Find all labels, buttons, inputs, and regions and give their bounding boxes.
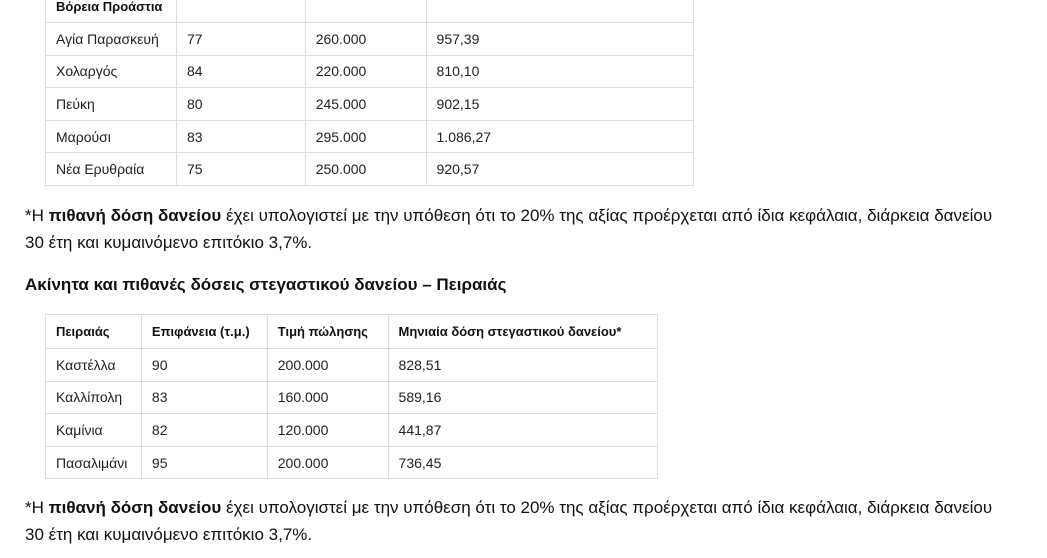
table-row <box>46 153 694 186</box>
column-header: Μηνιαία δόση στεγαστικού δανείου* <box>388 315 657 349</box>
column-header: Τιμή πώλησης <box>267 315 388 349</box>
area-cell: Πασαλιμάνι <box>46 446 142 479</box>
area-cell: Χολαργός <box>46 55 177 88</box>
price-cell: 200.000 <box>267 349 388 382</box>
surface-cell: 75 <box>176 153 305 186</box>
table-header-row <box>46 315 658 349</box>
installment-cell: 920,57 <box>426 153 693 186</box>
table-row <box>46 55 694 88</box>
table-row <box>46 349 658 382</box>
area-cell: Καλλίπολη <box>46 381 142 414</box>
price-cell: 260.000 <box>305 23 426 56</box>
surface-cell: 77 <box>176 23 305 56</box>
price-cell: 120.000 <box>267 414 388 447</box>
table-row <box>46 23 694 56</box>
surface-cell: 95 <box>141 446 267 479</box>
price-cell: 245.000 <box>305 88 426 121</box>
piraeus-section-heading: Ακίνητα και πιθανές δόσεις στεγαστικού δανείου – Πειραιάς <box>25 275 507 294</box>
area-cell: Πεύκη <box>46 88 177 121</box>
surface-cell: 90 <box>141 349 267 382</box>
area-cell: Μαρούσι <box>46 120 177 153</box>
loan-footnote: *Η πιθανή δόση δανείου έχει υπολογιστεί με την υπόθεση ότι το 20% της αξίας προέρχεται από ίδια κεφάλαια, διάρκεια δανείου 30 έτη και κυμαινόμενο επιτόκιο 3,7%. <box>25 498 993 544</box>
installment-cell: 441,87 <box>388 414 657 447</box>
table-row <box>46 381 658 414</box>
installment-cell: 957,39 <box>426 23 693 56</box>
price-cell: 250.000 <box>305 153 426 186</box>
loan-footnote: *Η πιθανή δόση δανείου έχει υπολογιστεί με την υπόθεση ότι το 20% της αξίας προέρχεται από ίδια κεφάλαια, διάρκεια δανείου 30 έτη και κυμαινόμενο επιτόκιο 3,7%. <box>25 206 993 252</box>
column-header: Πειραιάς <box>46 315 142 349</box>
installment-cell: 589,16 <box>388 381 657 414</box>
surface-cell: 83 <box>176 120 305 153</box>
footnote-bold-term: πιθανή δόση δανείου <box>48 206 222 225</box>
table-row <box>46 446 658 479</box>
installment-cell: 736,45 <box>388 446 657 479</box>
table-header-row <box>46 0 694 23</box>
area-cell: Καστέλλα <box>46 349 142 382</box>
footnote-bold-term: πιθανή δόση δανείου <box>48 498 222 517</box>
area-cell: Αγία Παρασκευή <box>46 23 177 56</box>
table-row <box>46 88 694 121</box>
table-row <box>46 414 658 447</box>
north-suburbs-table <box>45 0 694 186</box>
surface-cell: 80 <box>176 88 305 121</box>
area-cell: Καμίνια <box>46 414 142 447</box>
price-cell: 200.000 <box>267 446 388 479</box>
price-cell: 220.000 <box>305 55 426 88</box>
area-cell: Νέα Ερυθραία <box>46 153 177 186</box>
column-header: Επιφάνεια (τ.μ.) <box>141 315 267 349</box>
table-title-cell: Βόρεια Προάστια <box>46 0 177 23</box>
surface-cell: 84 <box>176 55 305 88</box>
table-row <box>46 120 694 153</box>
surface-cell: 82 <box>141 414 267 447</box>
price-cell: 295.000 <box>305 120 426 153</box>
surface-cell: 83 <box>141 381 267 414</box>
installment-cell: 1.086,27 <box>426 120 693 153</box>
price-cell: 160.000 <box>267 381 388 414</box>
installment-cell: 902,15 <box>426 88 693 121</box>
installment-cell: 828,51 <box>388 349 657 382</box>
piraeus-table <box>45 314 658 479</box>
installment-cell: 810,10 <box>426 55 693 88</box>
